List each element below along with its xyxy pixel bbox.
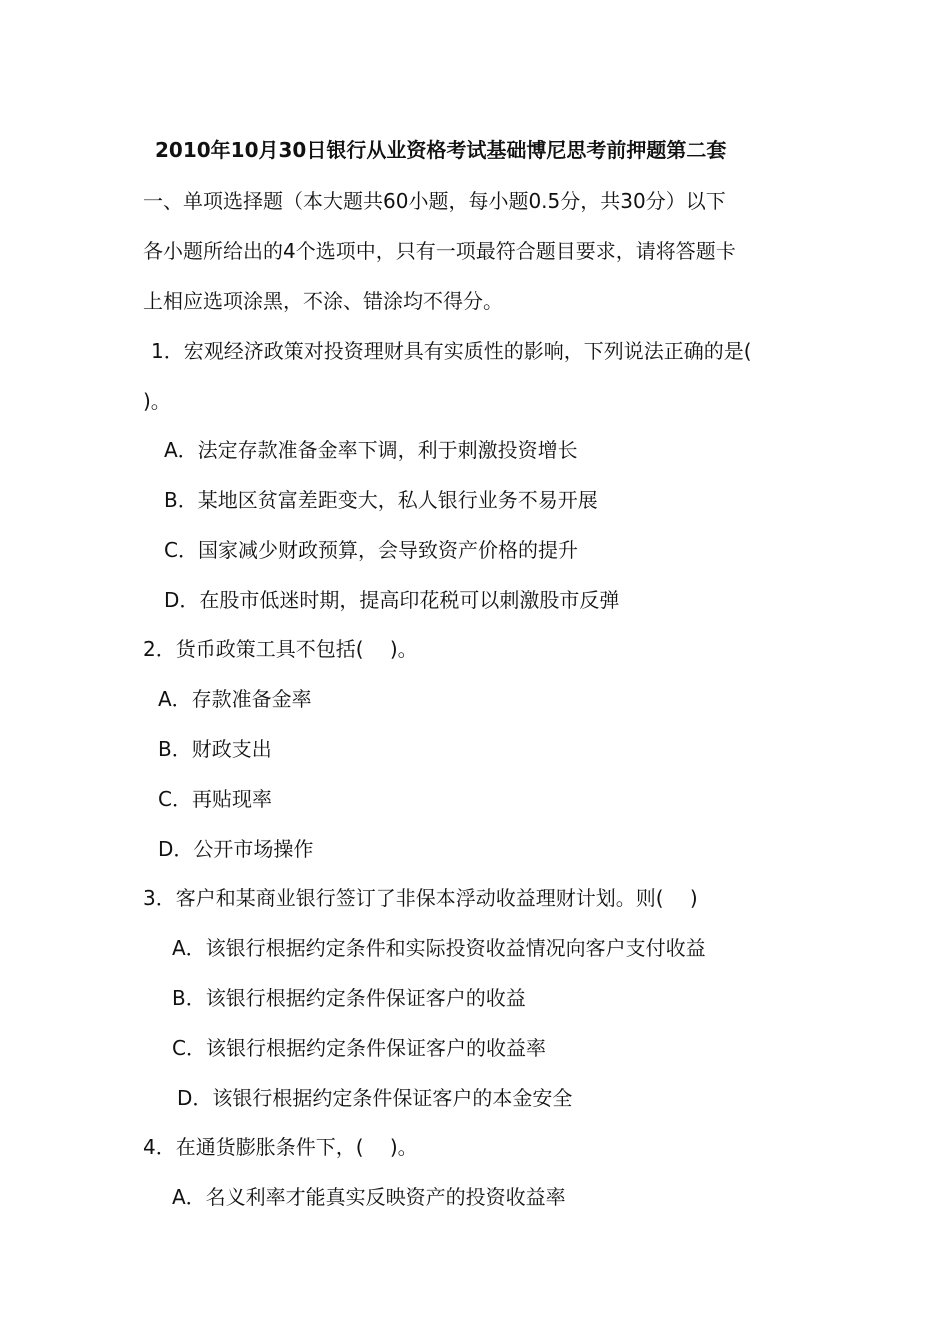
question-1-stem: 1．宏观经济政策对投资理财具有实质性的影响，下列说法正确的是( xyxy=(151,339,752,363)
question-2-option-b: B．财政支出 xyxy=(158,737,272,761)
section-intro-line: 各小题所给出的4个选项中，只有一项最符合题目要求，请将答题卡 xyxy=(143,239,736,263)
document-title: 2010年10月30日银行从业资格考试基础博尼思考前押题第二套 xyxy=(155,138,727,162)
question-1-option-d: D．在股市低迷时期，提高印花税可以刺激股市反弹 xyxy=(164,588,620,612)
question-2-stem: 2．货币政策工具不包括( )。 xyxy=(143,637,418,661)
question-2-option-c: C．再贴现率 xyxy=(158,787,272,811)
question-3-option-a: A．该银行根据约定条件和实际投资收益情况向客户支付收益 xyxy=(172,936,706,960)
section-intro-line: 一、单项选择题（本大题共60小题，每小题0.5分，共30分）以下 xyxy=(143,189,726,213)
section-intro-line: 上相应选项涂黑，不涂、错涂均不得分。 xyxy=(143,289,503,313)
question-3-option-b: B．该银行根据约定条件保证客户的收益 xyxy=(172,986,526,1010)
question-3-option-d: D．该银行根据约定条件保证客户的本金安全 xyxy=(177,1086,573,1110)
question-4-stem: 4．在通货膨胀条件下，( )。 xyxy=(143,1135,418,1159)
question-2-option-a: A．存款准备金率 xyxy=(158,687,312,711)
question-3-option-c: C．该银行根据约定条件保证客户的收益率 xyxy=(172,1036,546,1060)
question-1-option-c: C．国家减少财政预算，会导致资产价格的提升 xyxy=(164,538,578,562)
question-1-stem: )。 xyxy=(143,389,171,413)
question-1-option-a: A．法定存款准备金率下调，利于刺激投资增长 xyxy=(164,438,578,462)
question-3-stem: 3．客户和某商业银行签订了非保本浮动收益理财计划。则( ) xyxy=(143,886,698,910)
question-2-option-d: D．公开市场操作 xyxy=(158,837,314,861)
question-1-option-b: B．某地区贫富差距变大，私人银行业务不易开展 xyxy=(164,488,598,512)
question-4-option-a: A．名义利率才能真实反映资产的投资收益率 xyxy=(172,1185,566,1209)
